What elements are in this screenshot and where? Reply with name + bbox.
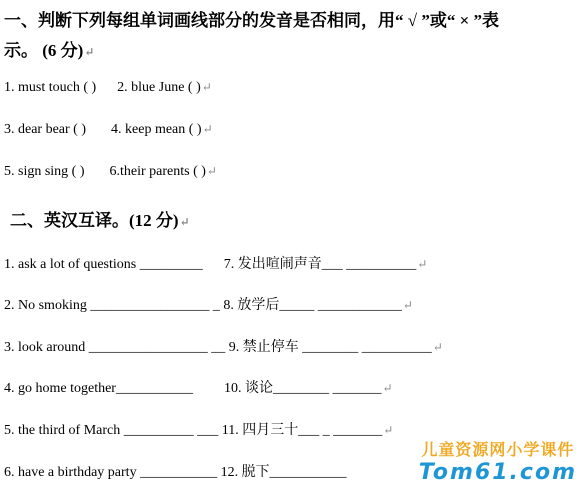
- question-2: 2. blue June ( ): [117, 80, 201, 95]
- paragraph-mark: ↵: [206, 164, 217, 178]
- paragraph-mark: ↵: [202, 122, 213, 136]
- paragraph-mark: ↵: [201, 80, 212, 94]
- section2-row-1: [4, 253, 427, 273]
- paragraph-mark: ↵: [179, 215, 190, 229]
- question-3: 3. dear bear ( ): [4, 122, 87, 137]
- translation-item-1: 1. ask a lot of questions _________: [4, 257, 203, 272]
- section2-row-5: [4, 419, 393, 439]
- paragraph-mark: ↵: [84, 45, 95, 59]
- section2-row-3: [4, 336, 443, 356]
- paragraph-mark: ↵: [417, 257, 428, 271]
- section2-row-6: [4, 461, 347, 481]
- section1-row-1: [4, 80, 212, 96]
- section2-title: 二、英汉互译。(12 分)↵: [10, 211, 190, 230]
- paragraph-mark: ↵: [383, 423, 394, 437]
- translation-item-9: 9. 禁止停车 ________ __________: [228, 340, 432, 355]
- translation-item-11: 11. 四月三十___ _ _______: [221, 423, 383, 438]
- translation-item-6: 6. have a birthday party ___________: [4, 465, 218, 480]
- question-1: 1. must touch ( ): [4, 80, 97, 95]
- paragraph-mark: ↵: [382, 381, 393, 395]
- section1-row-2: [4, 122, 213, 138]
- translation-item-3: 3. look around _________________ __: [4, 340, 226, 355]
- paragraph-mark: ↵: [432, 340, 443, 354]
- question-6: 6.their parents ( ): [109, 164, 206, 179]
- section2-row-4: [4, 377, 393, 397]
- translation-item-10: 10. 谈论________ _______: [223, 381, 382, 396]
- section2-row-2: [4, 294, 413, 314]
- section1-row-3: [4, 164, 217, 180]
- watermark-bottom-text: Tom61.com: [418, 460, 577, 485]
- section1-title-line1: 一、判断下列每组单词画线部分的发音是否相同，用“ √ ”或“ × ”表: [4, 11, 500, 30]
- paragraph-mark: ↵: [402, 298, 413, 312]
- question-4: 4. keep mean ( ): [111, 122, 202, 137]
- watermark-top-text: 儿童资源网小学课件: [421, 440, 575, 459]
- watermark-logo: [419, 437, 577, 485]
- translation-item-4: 4. go home together___________: [4, 381, 193, 396]
- translation-item-2: 2. No smoking _________________ _: [4, 298, 220, 313]
- translation-item-5: 5. the third of March __________ ___: [4, 423, 219, 438]
- translation-item-8: 8. 放学后_____ ____________: [223, 298, 402, 313]
- question-5: 5. sign sing ( ): [4, 164, 85, 179]
- translation-item-7: 7. 发出喧闹声音___ __________: [223, 257, 417, 272]
- section1-title-line2: 示。 (6 分)↵: [4, 41, 95, 60]
- translation-item-12: 12. 脱下___________: [220, 465, 347, 480]
